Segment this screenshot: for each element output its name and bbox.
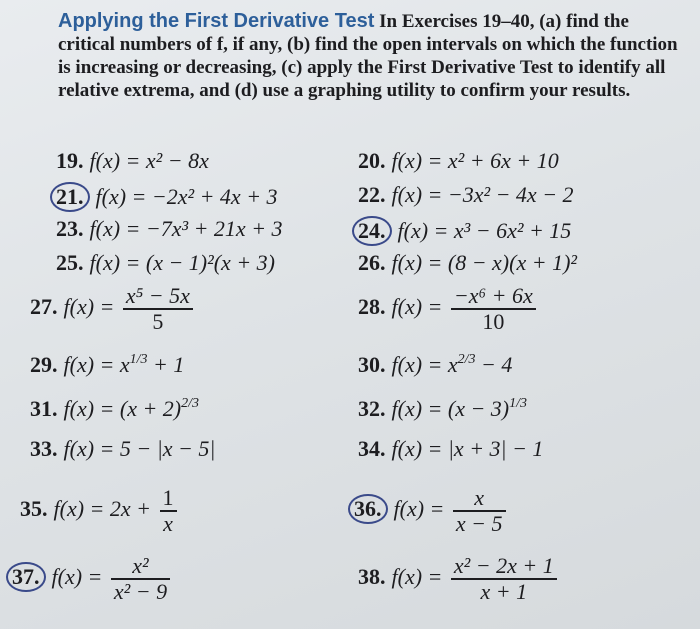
section-heading: Applying the First Derivative Test xyxy=(58,10,375,32)
exercise-25: 25. f(x) = (x − 1)²(x + 3) xyxy=(56,250,275,275)
fraction: $\frac{\text{x² − 2x + 1}}{x + 1}$ xyxy=(451,554,557,604)
exercise-36: 36. f(x) = $\frac{x}{x - 5}$ xyxy=(354,486,509,536)
exercise-35: 35. f(x) = 2x + $\frac{1}{x}$ xyxy=(20,486,180,536)
circled-number: 21. xyxy=(50,182,90,212)
exercise-30: 30. $f(x) = x^{2/3} - 4$ xyxy=(358,352,513,377)
instructions xyxy=(58,10,686,102)
fraction: $\frac{\text{x²}}{\text{x² − 9}}$ xyxy=(111,554,170,604)
exercise-20: 20. f(x) = x² + 6x + 10 xyxy=(358,148,559,173)
exercise-26: 26. f(x) = (8 − x)(x + 1)² xyxy=(358,250,577,275)
fraction: $\frac{\text{−x⁶ + 6x}}{10}$ xyxy=(451,284,536,334)
circled-number: 37. xyxy=(6,562,46,592)
exercise-24: 24. f(x) = x³ − 6x² + 15 xyxy=(358,216,571,246)
instructions-text: In Exercises 19–40, (a) find the critical numbers of f, if any, (b) find the open intervals on which the function is increasing or decreasing, (c) apply the First Derivative Test to identify all relative extrema, and (d) use a graphing utility to confirm your results. xyxy=(58,11,678,101)
exercise-29: 29. $f(x) = x^{1/3} + 1$ xyxy=(30,352,185,377)
exercise-21: 21. f(x) = −2x² + 4x + 3 xyxy=(56,182,278,212)
exercise-27: 27. f(x) = $\frac{\text{x⁵ − 5x}}{5}$ xyxy=(30,284,196,334)
circled-number: 36. xyxy=(348,494,388,524)
exercise-34: 34. f(x) = |x + 3| − 1 xyxy=(358,436,544,461)
exercise-32: 32. $f(x) = (x - 3)^{1/3}$ xyxy=(358,396,528,421)
exercise-23: 23. f(x) = −7x³ + 21x + 3 xyxy=(56,216,283,241)
fraction: $\frac{\text{x⁵ − 5x}}{5}$ xyxy=(123,284,193,334)
exercise-22: 22. f(x) = −3x² − 4x − 2 xyxy=(358,182,574,207)
exercise-33: 33. f(x) = 5 − |x − 5| xyxy=(30,436,216,461)
exercise-19: 19. f(x) = x² − 8x xyxy=(56,148,209,173)
fraction: $\frac{x}{x - 5}$ xyxy=(453,486,506,536)
exercise-38: 38. f(x) = $\frac{\text{x² − 2x + 1}}{x + 1}$ xyxy=(358,554,560,604)
exercise-31: 31. $f(x) = (x + 2)^{2/3}$ xyxy=(30,396,200,421)
fraction: $\frac{1}{x}$ xyxy=(160,486,177,536)
circled-number: 24. xyxy=(352,216,392,246)
exercise-28: 28. f(x) = $\frac{\text{−x⁶ + 6x}}{10}$ xyxy=(358,284,539,334)
exercise-37: 37. f(x) = $\frac{\text{x²}}{\text{x² − 9}}$ xyxy=(12,554,173,604)
